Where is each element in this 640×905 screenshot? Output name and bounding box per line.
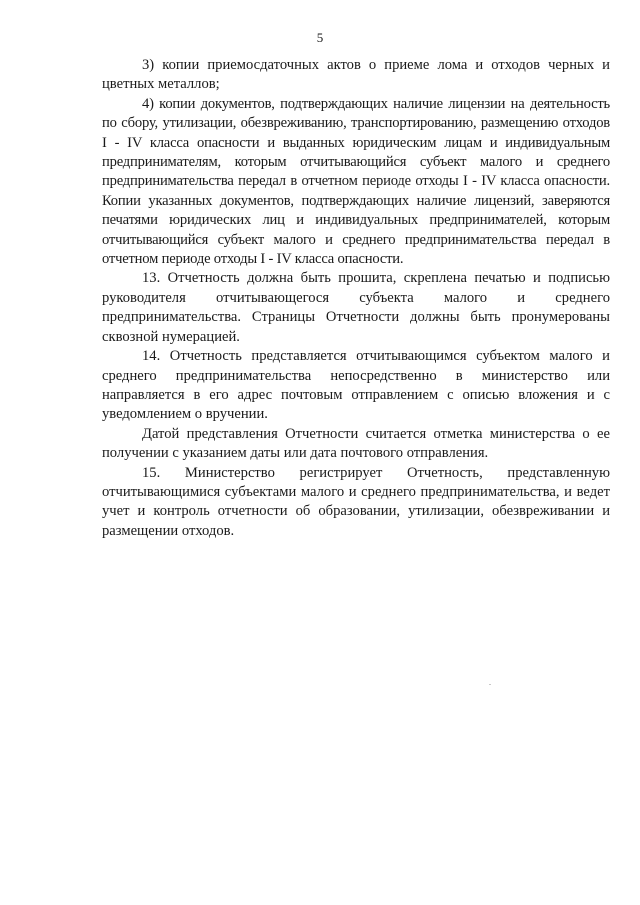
- paragraph-item-14: 14. Отчетность представляется отчитывающимся субъектом малого и среднего предпринимательства непосредственно в министерство или направляется в его адрес почтовым отправлением с описью вложения и с уведомлением о вручении.: [102, 348, 610, 423]
- paragraph-item-4: 4) копии документов, подтверждающих наличие лицензии на деятельность по сбору, утилизации, обезвреживанию, транспортированию, размещению отходов I - IV класса опасности и выданных юридическим лицам и индивидуальным предпринимателям, которым отчитывающийся субъект малого и среднего предпринимательства передал в отчетном периоде отходы I - IV класса опасности. Копии указанных документов, подтверждающих наличие лицензий, заверяются печатями юридических лиц и индивидуальных предпринимателей, которым отчитывающийся субъект малого и среднего предпринимательства передал в отчетном периоде отходы I - IV класса опасности.: [102, 95, 610, 268]
- paragraph-item-3: 3) копии приемосдаточных актов о приеме лома и отходов черных и цветных металлов;: [102, 57, 610, 93]
- paragraph-item-13: 13. Отчетность должна быть прошита, скреплена печатью и подписью руководителя отчитывающегося субъекта малого и среднего предпринимательства. Страницы Отчетности должны быть пронумерованы сквозной нумерацией.: [102, 270, 610, 345]
- paragraph-item-15: 15. Министерство регистрирует Отчетность, представленную отчитывающимися субъектами малого и среднего предпринимательства, и ведет учет и контроль отчетности об образовании, утилизации, обезвреживании и размещении отходов.: [102, 464, 610, 539]
- scan-speck: [489, 684, 491, 685]
- paragraph-submission-date: Датой представления Отчетности считается отметка министерства о ее получении с указанием даты или дата почтового отправления.: [102, 425, 610, 462]
- page-number: 5: [316, 30, 324, 45]
- document-body: [102, 56, 610, 541]
